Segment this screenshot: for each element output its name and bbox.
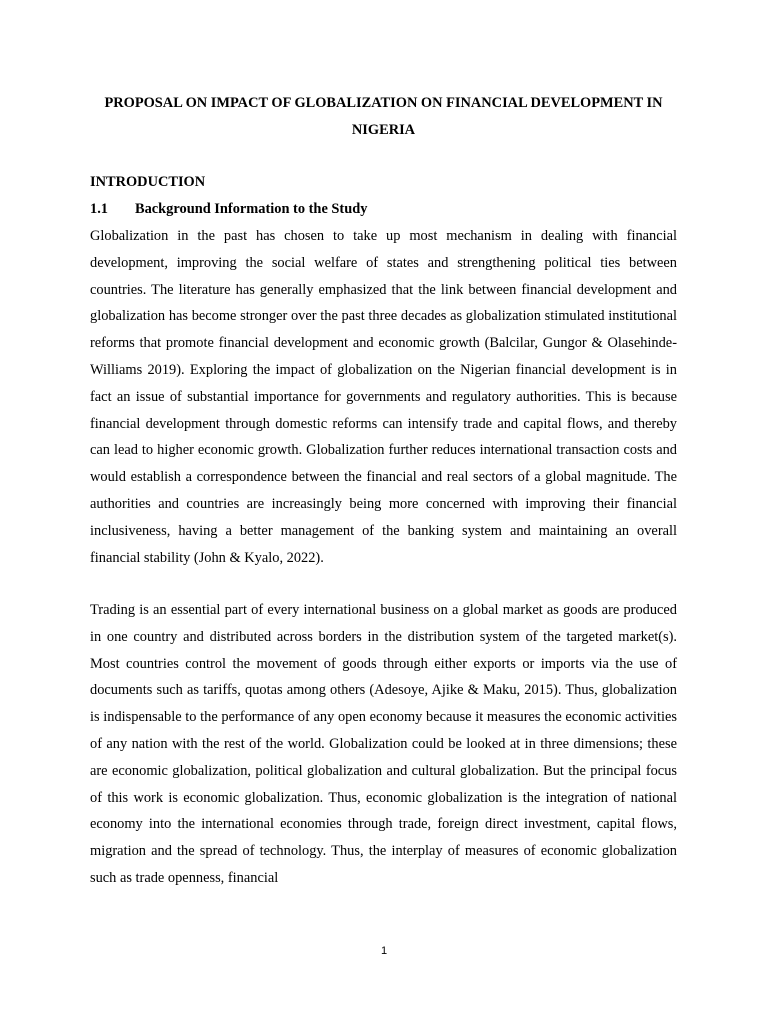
section-heading: INTRODUCTION [90, 174, 206, 190]
subsection-title: Background Information to the Study [135, 201, 368, 217]
body-paragraph-1: Globalization in the past has chosen to take up most mechanism in dealing with financial development, improving the social welfare of states and strengthening political ties between countries. The literature has generally emphasized that the link between financial development and globalization has become stronger over the past three decades as globalization stimulated institutional reforms that promote financial development and economic growth (Balcilar, Gungor & Olasehinde-Williams 2019). Exploring the impact of globalization on the Nigerian financial development is in fact an issue of substantial importance for governments and regulatory authorities. This is because financial development through domestic reforms can intensify trade and capital flows, and thereby can lead to higher economic growth. Globalization further reduces international transaction costs and would establish a correspondence between the financial and real sectors of a global magnitude. The authorities and countries are increasingly being more concerned with improving their financial inclusiveness, having a better management of the banking system and maintaining an overall financial stability (John & Kyalo, 2022). [90, 228, 677, 566]
document-title: PROPOSAL ON IMPACT OF GLOBALIZATION ON FINANCIAL DEVELOPMENT IN NIGERIA [104, 95, 663, 138]
subsection-heading [90, 196, 367, 223]
body-paragraph-2: Trading is an essential part of every international business on a global market as goods are produced in one country and distributed across borders in the distribution system of the targeted market(s). Most countries control the movement of goods through either exports or imports via the use of documents such as tariffs, quotas among others (Adesoye, Ajike & Maku, 2015). Thus, globalization is indispensable to the performance of any open economy because it measures the economic activities of any nation with the rest of the world. Globalization could be looked at in three dimensions; these are economic globalization, political globalization and cultural globalization. But the principal focus of this work is economic globalization. Thus, economic globalization is the integration of national economy into the international economies through trade, foreign direct investment, capital flows, migration and the spread of technology. Thus, the interplay of measures of economic globalization such as trade openness, financial [90, 602, 677, 886]
subsection-number: 1.1 [90, 201, 108, 217]
page-number: 1 [380, 945, 388, 957]
